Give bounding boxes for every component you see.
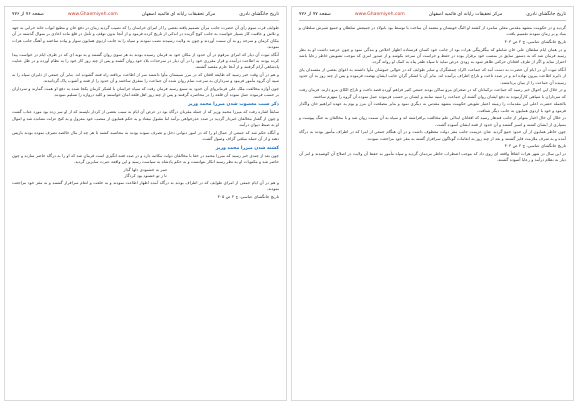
right-section-heading-2: کشته شدن میرزا محمد وزیر (215, 146, 279, 151)
right-page-page-label (12, 12, 44, 18)
left-citation-2: تاریخ جانگشای عباسی، ج ۳ ص ۴۰۴ (504, 143, 566, 149)
left-page-book-title: تاریخ جانگشای نادری (526, 12, 566, 17)
right-verse-line-2: تا ز تو خشنود بود کردگار (124, 173, 167, 179)
right-page-page-word: صفحه (32, 12, 44, 17)
right-page-book-title: تاریخ جانگشای نادری (239, 12, 279, 17)
right-paragraph-8: و هم در آن ایام جمعی از امرای طوایف که در اطراف بودند به درگاه آمده اظهار اطاعت نمودند و به خلعت و انعام سرافراز گشتند و به مقر خود مراجعت نمودند. (12, 179, 279, 191)
right-page (4, 6, 287, 401)
left-page-page-label (299, 12, 331, 18)
right-citation: تاریخ جانگشای عباسی، ج ۳ ص ۴۰۵ (217, 193, 279, 199)
right-paragraph-7: چون بعد از چندی خبر رسید که میرزا محمد در خفا با مخالفان دولت مکاتبه دارد و در صدد فتنه انگیزی است فرمان شد که او را به درگاه حاضر سازند و چون حاضر شد و مکتوبات او به نظر رسید انکار نتوانست و به حکم پادشاه به سیاست رسید و این واقعه عبرت سایرین گردید. (12, 153, 279, 165)
left-paragraph-6: در خلال آن حال اخبار متواتر از جانب قندهار رسید که افغانان ابدالی علم مخالفت برافراشته اند و سپاه به آن سمت روان شد و با مخالفان به جنگ پیوست و بسیاری از ایشان کشته و اسیر گشتند و آن حدود از فتنه ایشان آسوده گشت. (299, 115, 566, 127)
right-paragraph-2: آنگاه ثبوت آن دیار که امرای مرقوم در آن حدود از مکان خود به فرمان رسیده بودند به هر سوی روان گشتند و به نوبه ای که در ظرف ایام در خواست پیدا کرده بودند به اطاعت درآمده و قرار مقرری خود را در آن دیار در سرحدات بلاد خود روان گشته و پس از چند روز کار خود را به نظام آورده و در ظل عنایت پادشاهی آرام گرفتند و از آنجا عازم مقصد گشتند. (12, 51, 279, 69)
right-paragraph-6: و آنگاه حکم شد که جمعی از عمال او را که در امور دیوانی دخل و تصرف نموده بودند به محاسبه کشند تا هر چه از مال خالصه تصرف نموده بودند بازپس دهند و از آن جمله مبلغی گزاف وصول گشت. (12, 129, 279, 141)
left-page-page-word: صفحه (319, 12, 331, 17)
right-section-heading-1: ذکر سبب مغضوب شدن میرزا محمد وزیر (187, 102, 279, 108)
left-paragraph-8: در این سال در شهر هرات اتفاقاً واقعه ای روی داد که موجب اضطراب خاطر مردمان گردید و سپاه مأمور به حفظ آن ولایت در اصلاح آن کوشیدند و امر آن دیار به نظام درآمد و رعایا آسوده گشتند. (299, 151, 566, 163)
right-verse-line-1: عمر به خشنودی دلها گذار (123, 167, 168, 172)
left-page-page-number: ۷۷ از ۷۷۶ (299, 12, 318, 17)
left-page-site-link[interactable]: www.Ghaemiyeh.com (354, 12, 405, 17)
left-paragraph-1: گردید و در حکومت مشهد مقدس معلی سامرد از کشته او النگ خونشان و معتمد آن ساخت با توسط بود بابولاد در جمیعش سلطان و جمیع شیرش سلطان و بنیاد و بر زمان نمودند تقسیم یافت. (299, 25, 566, 37)
left-paragraph-7: چون خاطر همایون از آن حدود جمع گردید عنان عزیمت جانب مقر دولت معطوف داشت و در آن هنگام جمعی از امرا که در اطراف مأمور بودند به درگاه آمده و به شرف ملازمت فایز گشتند و بعد از چند روز به انعامات گوناگون سرافراز گشته به مقر خود مراجعت نمودند. (299, 129, 566, 141)
left-citation-1: تاریخ جانگشای عباسی، ج ۳ ص ۴۰۳ (504, 39, 566, 44)
left-page (291, 6, 574, 401)
left-page-header (299, 12, 566, 21)
right-paragraph-5: سابقاً اشاره رفت که میرزا محمد وزیر که از جمله مقربان درگاه بود در عرض آن ایام به سبب بعضی از کردار ناپسند که از او سر زده بود مورد عتاب گشت و چون از گفتار مخالفان خبردار گردید در صدد عذرخواهی برآمد اما مقبول نیفتاد و به حکم همایون از منصب خود معزول و به کنج عزلت نشانده شد و اموال او به ضبط دیوان درآمد. (12, 109, 279, 127)
left-paragraph-5: بالجمله حضرت اعلی این مقدمات را زمینه اعتبار تفویض حکومت مشهد مقدس به دیگری نمود و بنابر مصلحت آن مرز و بوم به عهده ابراهیم خان واگذار فرمود و خود با اردوی همایون به جانب دیگر شتافت. (299, 101, 566, 113)
right-paragraph-3: و هم در آن وقت خبر رسید که طایفه افغان که در مرز سیستان مأوا داشتند سر از اطاعت برتافته راه فتنه گشوده اند. بنابر آن جمعی از دلیران سپاه را به تنبیه آن گروه مأمور فرمود و سرداران به سرعت تمام روان شده آن جماعت را متفرق ساختند و آن حدود را از فتنه و آشوب پاک گردانیدند. (12, 71, 279, 83)
right-paragraph-4: چون آوازه مخالفت ملک علی فرمانروای آن حدود به سمع رسید فرمان رفت که سپاه خراسان با لشکر کرمان یکجا شده به دفع او همت گمارند و سرداران بر حسب فرموده عمل نموده آن قلعه را در محاصره گرفتند و پس از چند روز اهل قلعه امان خواستند و کلید دروازه را تسلیم نمودند. (12, 85, 279, 97)
right-page-series-title: مرکز تحقیقات رایانه ای قائمیه اصفهان (141, 12, 216, 17)
right-paragraph-1: طوایف قرب سوم رأی آن حضرت جانب مرآن تصمیم یافته بعضی را از امرای خراسان را که نصیب گردید زمان در دفع خان و مطیع ابواب خانه خرابی به جهد و تلاش و عاقبت کار بسیار خواست به جانب کوچ گزیده در اندکی از تاریخ کرده فرمود و از آنجا بدون توقف و تأمل در قلع ماده اعادی بر منوال گذشته در آن مکان کرمان و سرحد رو به آن سمت آوردند و چون به ولایت رسیدند نصب نمودند و سپاه را به جانب اردوی همایون سوار و پیاده ساختند و آهنگ جانب هرات نمودند. (12, 25, 279, 49)
right-page-page-number: ۷۶ از ۷۷۶ (12, 12, 31, 17)
left-page-series-title: مرکز تحقیقات رایانه ای قائمیه اصفهان (428, 12, 503, 17)
right-page-site-link[interactable]: www.Ghaemiyeh.com (67, 12, 118, 17)
left-paragraph-4: و در خلال این احوال خبر رسید که جماعت ترکمانان که در صحرای مرو ساکن بودند جمعی کثیر فراهم آورده قصد تاخت و تاراج الکای مرو دارند. فرمان رفت که سرداران با سپاهی کارآزموده به دفع ایشان روان گشته آن جماعت را تنبیه نمایند و ایشان بر حسب فرموده عمل نموده آن گروه را منهزم ساختند. (299, 87, 566, 99)
left-paragraph-3: آنگاه ثبوت آن در ایام آن حضرت به دست آمد که جماعت اکراد چمشگزک و سایر طوایف که در حوالی خبوشان مأوا داشتند به اغوای بعضی از مفسدان پای از دایره اطاعت بیرون نهاده اند و در صدد تاخت و تاراج اطراف برآمده اند. بنابر آن با لشکر گران جانب ایشان نهضت فرموده و پس از چند روز به آن حدود رسیده آن جماعت را از میان برداشتند. (299, 67, 566, 85)
right-page-header (12, 12, 279, 21)
left-paragraph-2: و در همان ایام سلطان علی خان شاملو که بیگلربیگی هرات بود از جانب خود کسان فرستاده اظهار اخلاص و بندگی نمود و چون عرضه داشت او به نظر رسید فرمان شد که به دستور سابق در منصب خود برقرار بوده در حفظ و حراست آن سرحد بکوشد و از صدور امری که موجب تشویش خاطر رعایا باشد احتراز نماید و اگر از طرف افغانان حرکتی ظاهر شود به زودی عرض نماید تا سپاه ظفر پناه به کمک او روانه گردد. (299, 46, 566, 65)
